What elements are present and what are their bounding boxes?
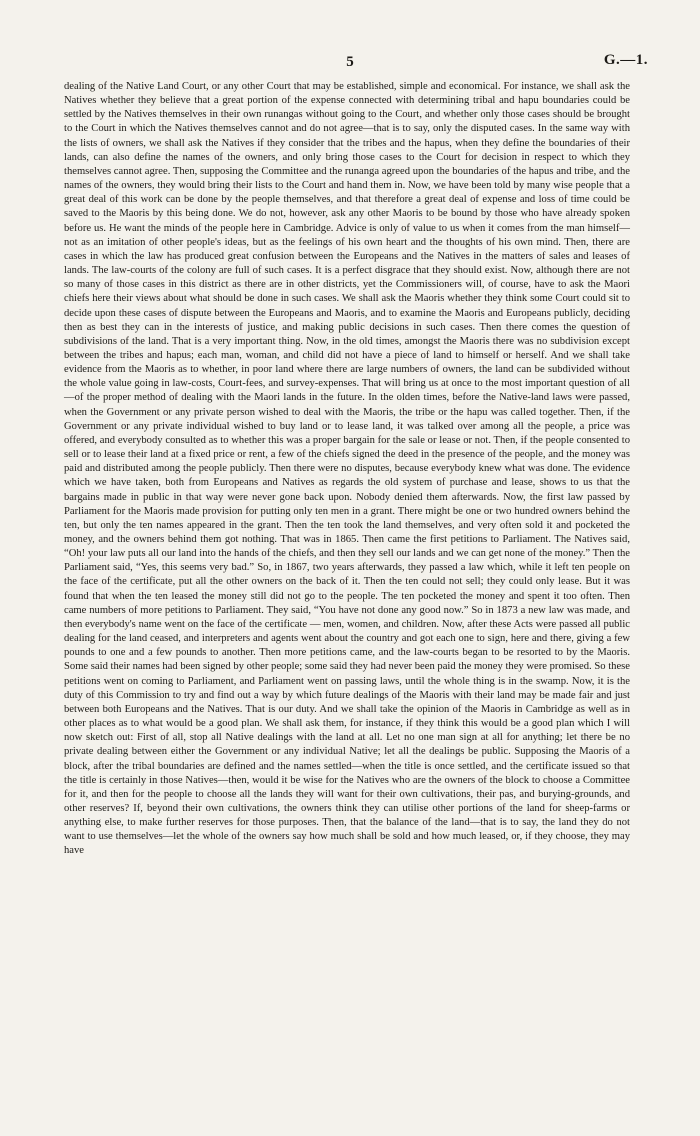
document-code: G.—1. — [603, 52, 648, 68]
body-text-block — [64, 80, 630, 859]
page-number: 5 — [346, 54, 354, 70]
body-paragraph: dealing of the Native Land Court, or any other Court that may be established, simple and economical. For instance, we shall ask the Natives whether they believe that a great portion of the expense connected with determining tribal and hapu boundaries could be settled by the Natives themselves in their own runangas without going to the Court, and whether only those cases should be brought to the Court in which the Natives themselves cannot and do not agree—that is to say, only the disputed cases. In the same way with the lists of owners, we shall ask the Natives if they consider that the tribes and the hapus, when they define the boundaries of their lands, can also define the names of the owners, and only bring those cases to the Court for decision in respect to which they themselves cannot agree. Then, supposing the Committee and the runanga agreed upon the boundaries of the hapus and tribe, and the names of the owners, they would bring their lists to the Court and hand them in. Now, we have been told by many wise people that a great deal of this work can be done by the people themselves, and that therefore a great deal of expense and loss of time could be saved to the Maoris by this being done. We do not, however, ask any other Maoris to be bound by those who have already spoken before us. He want the minds of the people here in Cambridge. Advice is only of value to us when it comes from the man himself—not as an imitation of other people's ideas, but as the feelings of his own heart and the thoughts of his own mind. Then, there are cases in which the law has produced great confusion between the Europeans and the Natives in the matters of sales and leases of lands. The law-courts of the colony are full of such cases. It is a perfect disgrace that they should exist. Now, although there are not so many of those cases in this district as there are in other districts, yet the Commissioners will, of course, have to ask the Maori chiefs here their views about what should be done in such cases. We shall ask the Maoris whether they think some Court could sit to decide upon these cases of dispute between the Europeans and Maoris, and to examine the Maoris and Europeans publicly, deciding then as best they can in the interests of justice, and making public decisions in such cases. Then there comes the question of subdivisions of the land. That is a very important thing. Now, in the old times, amongst the Maoris there was no subdivision except between the tribes and hapus; each man, woman, and child did not have a piece of land to himself or herself. And we shall take evidence from the Maoris as to whether, in poor land where there are large numbers of owners, the land can be subdivided without the whole value going in law-costs, Court-fees, and survey-expenses. That will bring us at once to the most important question of all—of the proper method of dealing with the Maori lands in the future. In the olden times, before the Native-land laws were passed, when the Government or any private person wished to deal with the Maoris, the tribe or the hapu was called together. Then, if the Government or any private individual wished to buy land or to lease land, it was talked over among all the people, a price was offered, and everybody consulted as to whether this was a proper bargain for the sale or lease or not. Then, if the people consented to sell or to lease their land at a fixed price or rent, a few of the chiefs signed the deed in the presence of the people, and the money was paid and distributed among the people publicly. Then there were no disputes, because everybody knew what was done. The evidence which we have taken, both from Europeans and Natives as regards the old system of purchase and lease, shows to us that the bargains made in public in that way were never gone back upon. Nobody denied them afterwards. Now, the first law passed by Parliament for the Maoris made provision for putting only ten men in a grant. There might be one or two hundred owners behind the ten, but only the ten names appeared in the grant. Then the ten took the land themselves, and very often sold it and pocketed the money, and the owners behind them got nothing. That was in 1865. Then came the first petitions to Parliament. The Natives said, “Oh! your law puts all our land into the hands of the chiefs, and then they sell our lands and we can get none of the money.” Then the Parliament said, “Yes, this seems very bad.” So, in 1867, two years afterwards, they passed a law which, while it left ten people on the face of the certificate, put all the other owners on the back of it. Then the ten could not sell; they could only lease. But it was found that when the ten leased the money still did not go to the people. The ten pocketed the money and spent it too often. Then came numbers of more petitions to Parliament. They said, “You have not done any good now.” So in 1873 a new law was made, and then everybody's name went on the face of the certificate — men, women, and children. Now, after these Acts were passed all public dealing for the land ceased, and interpreters and agents went about the country and got each one to sign, here and there, giving a few pounds to one and a few pounds to another. Then more petitions came, and the law-courts began to be resorted to by the Maoris. Some said their names had been signed by other people; some said they had never been paid the money they were promised. So these petitions went on coming to Parliament, and Parliament went on passing laws, until the whole thing is in the swamp. Now, it is the duty of this Commission to try and find out a way by which future dealings of the Maoris with their land may be made fair and just between both Europeans and the Natives. That is our duty. And we shall take the opinion of the Maoris in Cambridge as well as in other places as to what would be a good plan. We shall ask them, for instance, if they think this would be a good plan which I will now sketch out: First of all, stop all Native dealings with the land at all. Let no one man sign at all for anything; let there be no private dealing between either the Government or any individual Native; let all the dealings be public. Supposing the Maoris of a block, after the tribal boundaries are defined and the names settled—when the title is once settled, and the certificate issued so that the title is certainly in those Natives—then, would it be wise for the Natives who are the owners of the block to choose a Committee for it, and then for the people to choose all the lands they will want for their own cultivations, their pas, and burying-grounds, and other reserves? If, beyond their own cultivations, the owners think they can utilise other portions of the land for sheep-farms or anything else, to make further reserves for those purposes. Then, that the balance of the land—that is to say, the land they do not want to use themselves—let the whole of the owners say how much shall be sold and how much leased, or, if they choose, they may have — [64, 81, 630, 857]
